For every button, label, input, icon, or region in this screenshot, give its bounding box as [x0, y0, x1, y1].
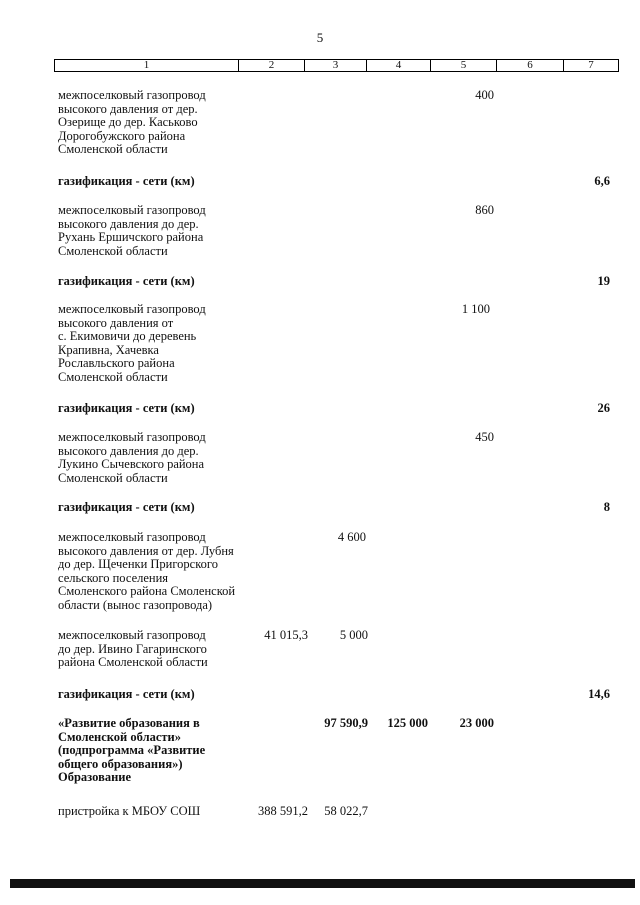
row-value-col7: 26 [597, 401, 610, 415]
row-description: газификация - сети (км) [58, 687, 195, 701]
row-description: «Развитие образования в Смоленской области» (подпрограмма «Развитие общего образования») Образование [58, 716, 206, 785]
row-value-col5: 860 [475, 203, 494, 217]
header-col-6: 6 [497, 60, 564, 71]
row-description: межпоселковый газопровод высокого давления от с. Екимовичи до деревень Крапивна, Хачевка Рославльского района Смоленской области [58, 302, 206, 384]
row-value-col7: 19 [597, 274, 610, 288]
header-col-2: 2 [239, 60, 305, 71]
row-value-col5: 23 000 [459, 716, 494, 730]
header-col-3: 3 [305, 60, 367, 71]
row-value-col7: 8 [603, 500, 610, 514]
row-value-col3: 5 000 [339, 628, 368, 642]
header-col-7: 7 [588, 59, 594, 71]
table-header-row [54, 59, 619, 72]
header-col-4: 4 [367, 60, 431, 71]
row-value-col5: 450 [475, 430, 494, 444]
row-description: межпоселковый газопровод высокого давления от дер. Озерище до дер. Каськово Дорогобужского района Смоленской области [58, 88, 206, 157]
row-description: межпоселковый газопровод высокого давления от дер. Лубня до дер. Щеченки Пригорского сельского поселения Смоленского района Смоленской области (вынос газопровода) [58, 530, 236, 612]
row-description: газификация - сети (км) [58, 174, 195, 188]
row-description: межпоселковый газопровод высокого давления до дер. Рухань Ершичского района Смоленской области [58, 203, 206, 258]
row-value-col3: 97 590,9 [324, 716, 368, 730]
row-value-col3: 4 600 [337, 530, 366, 544]
row-description: межпоселковый газопровод высокого давления до дер. Лукино Сычевского района Смоленской области [58, 430, 206, 485]
header-col-5: 5 [431, 60, 497, 71]
row-value-col7: 14,6 [588, 687, 610, 701]
row-value-col3: 58 022,7 [324, 804, 368, 818]
header-col-1: 1 [55, 60, 239, 71]
scan-edge-bar [10, 879, 635, 888]
row-description: газификация - сети (км) [58, 500, 195, 514]
page-number: 5 [316, 30, 324, 45]
row-value-col2: 388 591,2 [258, 804, 308, 818]
row-description: межпоселковый газопровод до дер. Ивино Гагаринского района Смоленской области [58, 628, 208, 670]
row-value-col2: 41 015,3 [264, 628, 308, 642]
row-value-col5: 400 [475, 88, 494, 102]
row-value-col5: 1 100 [461, 302, 490, 316]
row-description: газификация - сети (км) [58, 274, 195, 288]
row-value-col7: 6,6 [594, 174, 610, 188]
row-description: пристройка к МБОУ СОШ [58, 804, 201, 818]
row-value-col4: 125 000 [387, 716, 428, 730]
row-description: газификация - сети (км) [58, 401, 195, 415]
